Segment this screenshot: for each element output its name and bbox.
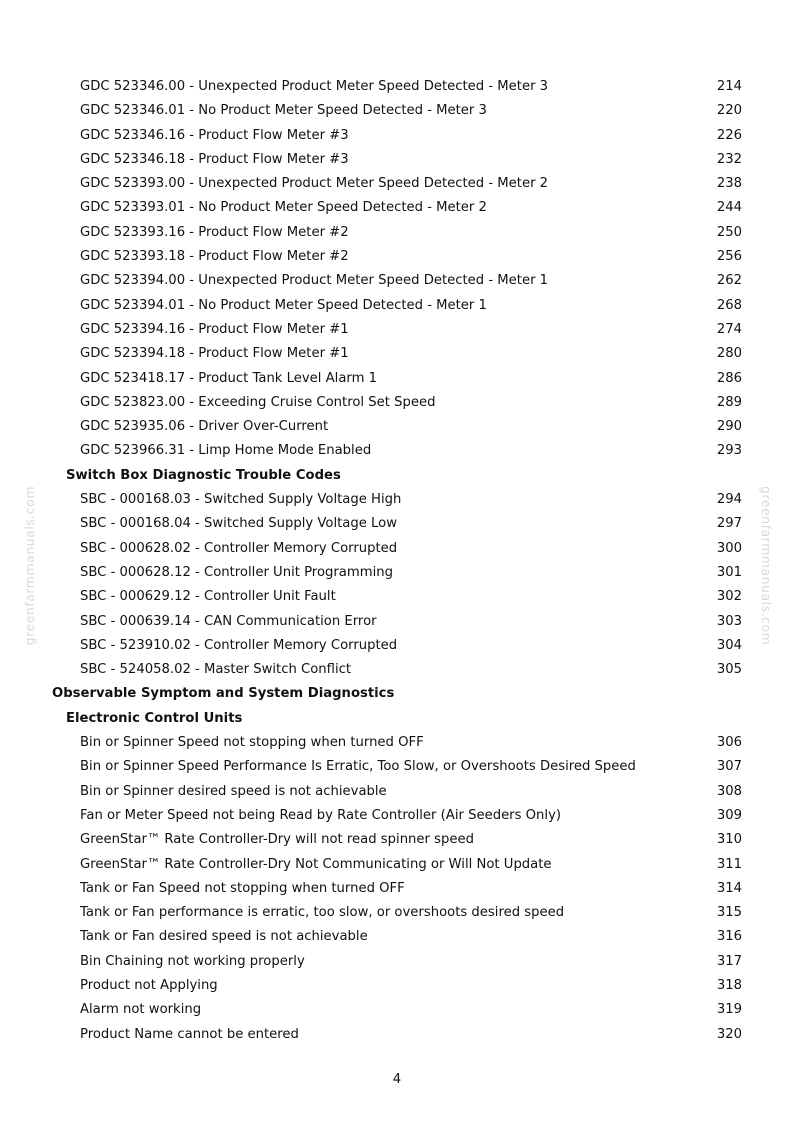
watermark-right: greenfarmmanuals.com (759, 486, 774, 646)
toc-entry-title: Bin or Spinner Speed Performance Is Erratic, Too Slow, or Overshoots Desired Speed (80, 759, 636, 775)
toc-entry[interactable] (0, 804, 794, 828)
table-of-contents (0, 75, 794, 1047)
toc-entry-page: 304 (716, 637, 742, 653)
toc-entry-page: 305 (716, 662, 742, 678)
toc-entry-title: GDC 523966.31 - Limp Home Mode Enabled (80, 443, 372, 459)
toc-entry[interactable] (0, 634, 794, 658)
toc-entry-title: GDC 523393.18 - Product Flow Meter #2 (80, 249, 349, 265)
toc-entry-page: 316 (716, 929, 742, 945)
toc-entry-title: Tank or Fan performance is erratic, too slow, or overshoots desired speed (80, 905, 565, 921)
toc-entry[interactable] (0, 610, 794, 634)
toc-entry-title: Product Name cannot be entered (80, 1026, 299, 1042)
toc-entry-page: 244 (716, 200, 742, 216)
toc-entry-title: Bin or Spinner Speed not stopping when turned OFF (80, 735, 424, 751)
toc-entry-page: 307 (716, 759, 742, 775)
toc-entry-page: 293 (716, 443, 742, 459)
toc-entry-page: 300 (716, 540, 742, 556)
toc-entry[interactable] (0, 658, 794, 682)
toc-entry-page: 301 (716, 564, 742, 580)
toc-section-heading (0, 682, 794, 706)
toc-entry[interactable] (0, 318, 794, 342)
toc-entry[interactable] (0, 439, 794, 463)
toc-entry-title: GDC 523418.17 - Product Tank Level Alarm 1 (80, 370, 378, 386)
toc-entry-page: 319 (716, 1002, 742, 1018)
toc-entry-page: 315 (716, 905, 742, 921)
toc-entry-page: 226 (716, 127, 742, 143)
toc-entry-page: 302 (716, 589, 742, 605)
toc-entry-page: 220 (716, 103, 742, 119)
toc-entry-page: 317 (716, 953, 742, 969)
toc-entry-page: 290 (716, 419, 742, 435)
toc-entry-page: 306 (716, 735, 742, 751)
toc-entry[interactable] (0, 1023, 794, 1047)
toc-entry-page: 303 (716, 613, 742, 629)
toc-entry[interactable] (0, 342, 794, 366)
toc-entry-title: SBC - 000639.14 - CAN Communication Error (80, 613, 377, 629)
toc-entry-title: Observable Symptom and System Diagnostics (52, 686, 395, 702)
page-number: 4 (392, 1072, 402, 1087)
toc-entry-page: 274 (716, 321, 742, 337)
toc-entry-page: 314 (716, 880, 742, 896)
toc-entry[interactable] (0, 537, 794, 561)
watermark-left: greenfarmmanuals.com (22, 486, 37, 646)
toc-entry-title: SBC - 524058.02 - Master Switch Conflict (80, 662, 352, 678)
toc-entry-title: SBC - 000629.12 - Controller Unit Fault (80, 589, 336, 605)
toc-entry[interactable] (0, 124, 794, 148)
toc-entry-title: GDC 523394.18 - Product Flow Meter #1 (80, 346, 349, 362)
toc-section-heading (0, 464, 794, 488)
toc-entry[interactable] (0, 172, 794, 196)
toc-entry[interactable] (0, 853, 794, 877)
toc-entry-page: 311 (716, 856, 742, 872)
toc-entry[interactable] (0, 755, 794, 779)
toc-entry-title: Tank or Fan Speed not stopping when turned OFF (80, 880, 405, 896)
toc-entry[interactable] (0, 415, 794, 439)
toc-entry[interactable] (0, 367, 794, 391)
toc-entry-page: 232 (716, 151, 742, 167)
toc-entry-title: Electronic Control Units (66, 710, 243, 726)
toc-entry-page: 289 (716, 394, 742, 410)
toc-entry[interactable] (0, 998, 794, 1022)
toc-entry-title: GDC 523823.00 - Exceeding Cruise Control Set Speed (80, 394, 436, 410)
toc-entry-title: SBC - 523910.02 - Controller Memory Corrupted (80, 637, 398, 653)
toc-entry[interactable] (0, 901, 794, 925)
toc-entry-page: 286 (716, 370, 742, 386)
toc-entry-title: GDC 523394.01 - No Product Meter Speed Detected - Meter 1 (80, 297, 487, 313)
toc-entry[interactable] (0, 75, 794, 99)
toc-entry[interactable] (0, 294, 794, 318)
toc-entry-page: 309 (716, 807, 742, 823)
toc-entry[interactable] (0, 925, 794, 949)
toc-entry-page: 297 (716, 516, 742, 532)
toc-entry-title: SBC - 000168.04 - Switched Supply Voltage Low (80, 516, 398, 532)
toc-entry-page: 268 (716, 297, 742, 313)
toc-entry-title: GDC 523935.06 - Driver Over-Current (80, 419, 329, 435)
toc-entry[interactable] (0, 391, 794, 415)
toc-entry-page: 294 (716, 492, 742, 508)
toc-entry[interactable] (0, 512, 794, 536)
toc-entry-page: 318 (716, 977, 742, 993)
toc-entry[interactable] (0, 196, 794, 220)
toc-entry[interactable] (0, 877, 794, 901)
toc-entry[interactable] (0, 974, 794, 998)
toc-entry[interactable] (0, 99, 794, 123)
toc-entry-title: GDC 523394.16 - Product Flow Meter #1 (80, 321, 349, 337)
toc-entry-title: Alarm not working (80, 1002, 202, 1018)
toc-entry-title: GreenStar™ Rate Controller-Dry will not read spinner speed (80, 832, 474, 848)
toc-entry-page: 310 (716, 832, 742, 848)
toc-entry-page: 262 (716, 273, 742, 289)
toc-entry-title: GDC 523346.01 - No Product Meter Speed Detected - Meter 3 (80, 103, 487, 119)
toc-entry[interactable] (0, 488, 794, 512)
toc-entry-title: GDC 523394.00 - Unexpected Product Meter Speed Detected - Meter 1 (80, 273, 549, 289)
toc-entry-title: Product not Applying (80, 977, 218, 993)
toc-entry-title: GDC 523393.00 - Unexpected Product Meter Speed Detected - Meter 2 (80, 176, 549, 192)
toc-entry-title: Fan or Meter Speed not being Read by Rate Controller (Air Seeders Only) (80, 807, 562, 823)
toc-entry-title: GDC 523346.16 - Product Flow Meter #3 (80, 127, 349, 143)
toc-entry-title: SBC - 000628.02 - Controller Memory Corrupted (80, 540, 398, 556)
toc-entry-page: 214 (716, 79, 742, 94)
toc-entry-page: 308 (716, 783, 742, 799)
toc-entry[interactable] (0, 585, 794, 609)
toc-entry-title: GDC 523393.16 - Product Flow Meter #2 (80, 224, 349, 240)
toc-entry-title: Bin or Spinner desired speed is not achievable (80, 783, 387, 799)
toc-entry-page: 256 (716, 249, 742, 265)
toc-entry-page: 280 (716, 346, 742, 362)
toc-entry-title: Tank or Fan desired speed is not achievable (80, 929, 368, 945)
toc-entry[interactable] (0, 731, 794, 755)
toc-entry[interactable] (0, 561, 794, 585)
toc-entry-title: GreenStar™ Rate Controller-Dry Not Communicating or Will Not Update (80, 856, 552, 872)
toc-section-heading (0, 707, 794, 731)
toc-entry-title: Bin Chaining not working properly (80, 953, 305, 969)
toc-entry[interactable] (0, 148, 794, 172)
toc-entry-page: 320 (716, 1026, 742, 1042)
toc-entry-title: GDC 523346.00 - Unexpected Product Meter Speed Detected - Meter 3 (80, 79, 549, 94)
toc-entry-title: GDC 523393.01 - No Product Meter Speed Detected - Meter 2 (80, 200, 487, 216)
toc-entry-page: 238 (716, 176, 742, 192)
toc-entry-title: SBC - 000168.03 - Switched Supply Voltage High (80, 492, 402, 508)
toc-entry[interactable] (0, 269, 794, 293)
toc-entry[interactable] (0, 950, 794, 974)
toc-entry[interactable] (0, 828, 794, 852)
toc-entry-page: 250 (716, 224, 742, 240)
toc-entry-title: GDC 523346.18 - Product Flow Meter #3 (80, 151, 349, 167)
toc-entry[interactable] (0, 245, 794, 269)
toc-entry[interactable] (0, 780, 794, 804)
toc-entry-title: Switch Box Diagnostic Trouble Codes (66, 467, 341, 483)
toc-entry-title: SBC - 000628.12 - Controller Unit Programming (80, 564, 393, 580)
toc-entry[interactable] (0, 221, 794, 245)
